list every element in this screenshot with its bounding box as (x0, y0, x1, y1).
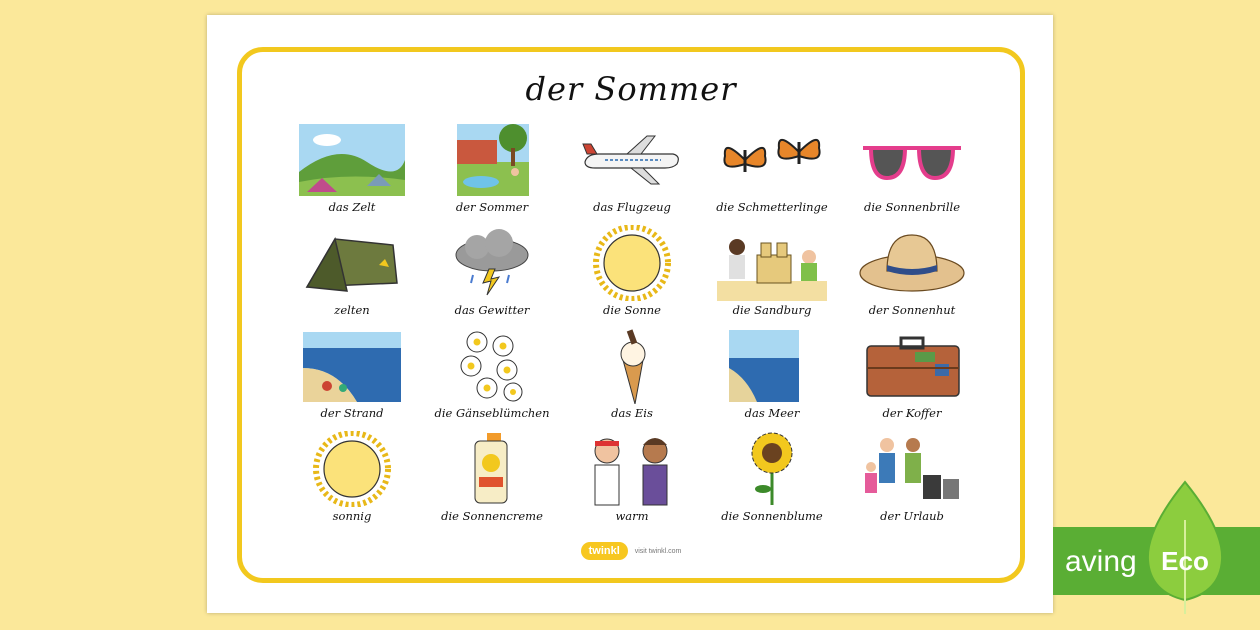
vocab-label: die Sonnenbrille (863, 200, 961, 214)
twinkl-logo[interactable]: twinkl (581, 542, 628, 560)
vocab-label: der Koffer (882, 406, 942, 420)
vocab-card (842, 431, 982, 531)
vocab-label: die Sandburg (732, 303, 812, 317)
vocab-card (422, 431, 562, 531)
vocab-label: das Eis (611, 406, 653, 420)
vocab-label: der Sommer (455, 200, 529, 214)
vocab-label: warm (615, 509, 649, 523)
vocab-label: die Schmetterlinge (716, 200, 828, 214)
hot-people-icon (577, 431, 687, 507)
eco-banner-text: aving (1065, 545, 1137, 578)
vocab-label: das Zelt (328, 200, 376, 214)
vocab-card (282, 431, 422, 531)
vocab-card (422, 328, 562, 428)
vocab-card (702, 431, 842, 531)
vocab-card (422, 122, 562, 222)
vocab-card (562, 225, 702, 325)
vocab-label: der Urlaub (880, 509, 944, 523)
suitcase-icon (857, 328, 967, 404)
twinkl-footer[interactable] (242, 542, 1020, 560)
vocab-label: das Gewitter (454, 303, 530, 317)
vocab-card (562, 122, 702, 222)
vocab-label: die Gänseblümchen (434, 406, 550, 420)
word-mat-frame (237, 47, 1025, 583)
sea-icon (717, 328, 827, 404)
vocab-label: sonnig (332, 509, 372, 523)
sun-icon (577, 225, 687, 301)
thunderstorm-icon (437, 225, 547, 301)
ice-cream-icon (577, 328, 687, 404)
vocab-label: der Sonnenhut (868, 303, 956, 317)
eco-leaf-icon (1144, 480, 1226, 615)
vocab-label: das Flugzeug (593, 200, 671, 214)
sun-icon (297, 431, 407, 507)
butterflies-icon (717, 122, 827, 198)
vocab-card (282, 328, 422, 428)
suncream-icon (437, 431, 547, 507)
beach-icon (297, 328, 407, 404)
vocab-card (702, 122, 842, 222)
word-mat-sheet (207, 15, 1053, 613)
sandcastle-icon (717, 225, 827, 301)
vocab-card (422, 225, 562, 325)
vocab-card (562, 431, 702, 531)
daisies-icon (437, 328, 547, 404)
vocab-label: das Meer (744, 406, 800, 420)
vocab-label: der Strand (320, 406, 384, 420)
vocab-card (842, 225, 982, 325)
holiday-family-icon (857, 431, 967, 507)
page-title: der Sommer (525, 70, 737, 108)
vocab-label: die Sonnencreme (441, 509, 543, 523)
tent-icon (297, 225, 407, 301)
vocab-card (282, 225, 422, 325)
vocab-card (842, 328, 982, 428)
vocab-card (702, 225, 842, 325)
vocab-label: zelten (334, 303, 370, 317)
vocab-card (702, 328, 842, 428)
airplane-icon (577, 122, 687, 198)
vocab-card (842, 122, 982, 222)
sunflower-icon (717, 431, 827, 507)
sunhat-icon (857, 225, 967, 301)
eco-badge-label: Eco (1161, 546, 1209, 576)
vocab-card (282, 122, 422, 222)
footer-link-text[interactable]: visit twinkl.com (634, 547, 682, 555)
summer-park-icon (437, 122, 547, 198)
vocab-label: die Sonnenblume (721, 509, 823, 523)
vocab-label: die Sonne (603, 303, 661, 317)
sunglasses-icon (857, 122, 967, 198)
vocab-card (562, 328, 702, 428)
camping-landscape-icon (297, 122, 407, 198)
